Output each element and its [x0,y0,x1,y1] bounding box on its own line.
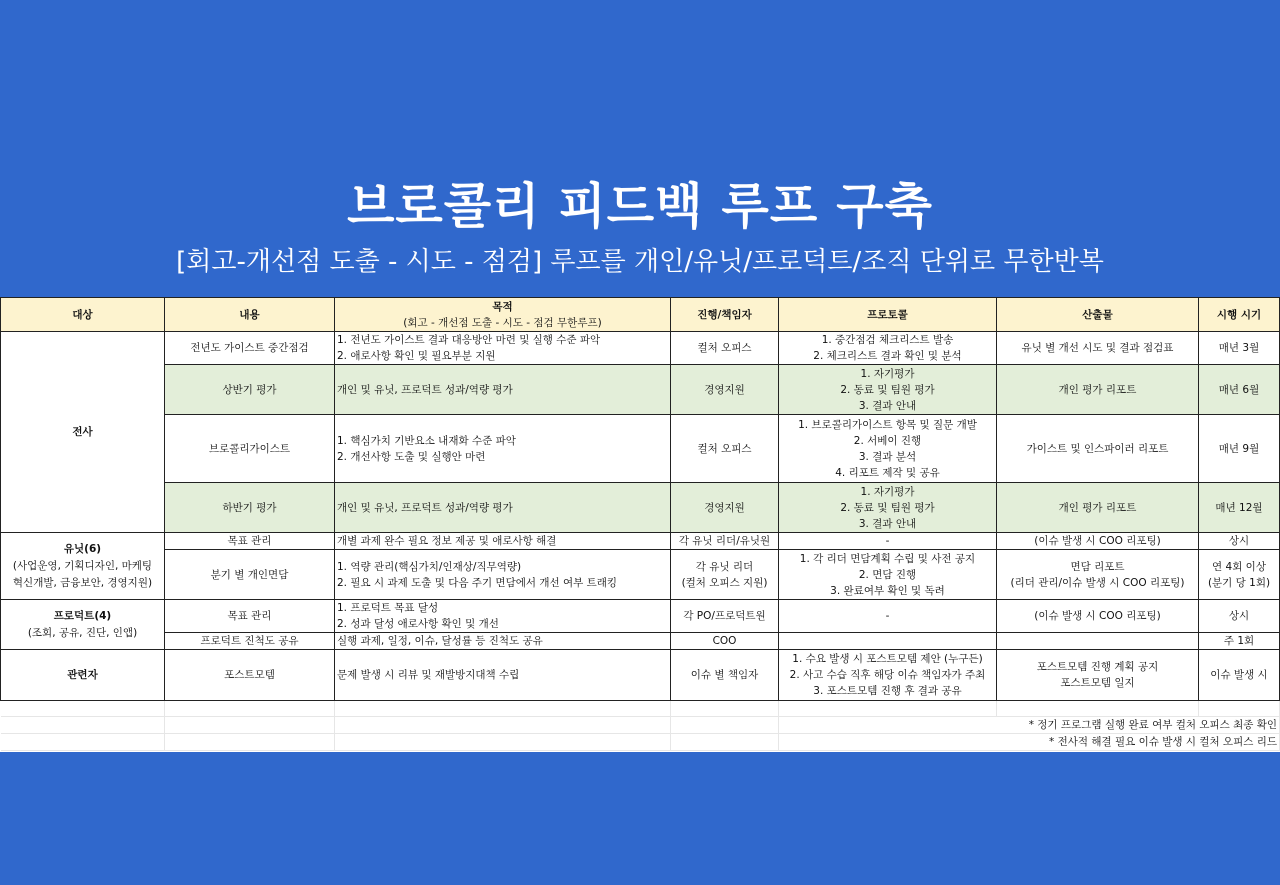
timing-cell: 상시 [1199,533,1280,550]
table-row [1,332,1280,365]
table-row [1,415,1280,483]
owner-cell [671,550,779,600]
table-row [1,550,1280,600]
table-row [1,633,1280,650]
timing-cell: 매년 3월 [1199,332,1280,365]
header-purpose-line1: 목적 [492,300,513,313]
output-line: 포스트모템 진행 계획 공지 [1036,661,1159,673]
protocol-line: 2. 동료 및 팀원 평가 [840,383,935,396]
protocol-cell [779,550,997,600]
empty-cell [335,717,671,734]
header-purpose-line2: (회고 - 개선점 도출 - 시도 - 점검 무한루프) [403,316,602,329]
empty-row [1,701,1280,717]
protocol-cell [779,650,997,701]
output-cell [997,550,1199,600]
protocol-line: 2. 면담 진행 [858,568,917,581]
timing-cell: 매년 12월 [1199,483,1280,533]
empty-cell [335,701,671,717]
empty-cell [1,734,165,751]
header-protocol: 프로토콜 [779,298,997,332]
header-purpose [335,298,671,332]
protocol-cell [779,332,997,365]
protocol-line: 3. 결과 안내 [858,517,917,530]
owner-cell: 경영지원 [671,483,779,533]
purpose-cell [335,550,671,600]
empty-cell [997,701,1199,717]
footnote-1: * 정기 프로그램 실행 완료 여부 컬처 오피스 최종 확인 [779,717,1280,734]
output-cell: 가이스트 및 인스파이러 리포트 [997,415,1199,483]
header-timing: 시행 시기 [1199,298,1280,332]
target-unit-detail: 혁신개발, 금융보안, 경영지원) [12,576,153,589]
header-target: 대상 [1,298,165,332]
purpose-line: 2. 개선사항 도출 및 실행안 마련 [337,450,486,463]
output-cell: 개인 평가 리포트 [997,365,1199,415]
purpose-cell: 개인 및 유닛, 프로덕트 성과/역량 평가 [335,483,671,533]
table-row [1,365,1280,415]
content-cell: 분기 별 개인면담 [165,550,335,600]
output-cell [997,650,1199,701]
content-cell: 브로콜리가이스트 [165,415,335,483]
protocol-cell [779,483,997,533]
target-product [1,600,165,650]
empty-cell [671,717,779,734]
protocol-line: 2. 사고 수습 직후 해당 이슈 책임자가 주최 [789,669,986,681]
timing-cell [1199,550,1280,600]
protocol-cell: - [779,533,997,550]
empty-cell [1,717,165,734]
protocol-line: 2. 서베이 진행 [853,434,922,447]
protocol-line: 3. 완료여부 확인 및 독려 [830,584,945,597]
empty-cell [671,734,779,751]
protocol-line: 1. 자기평가 [860,485,915,498]
page-subtitle: [회고-개선점 도출 - 시도 - 점검] 루프를 개인/유닛/프로덕트/조직 단위로 무한반복 [176,247,1104,277]
timing-line: 연 4회 이상 [1212,560,1266,573]
output-cell: 개인 평가 리포트 [997,483,1199,533]
purpose-line: 2. 애로사항 확인 및 필요부분 지원 [337,350,496,362]
target-stakeholder: 관련자 [1,650,165,701]
protocol-cell [779,415,997,483]
content-cell: 프로덕트 진척도 공유 [165,633,335,650]
owner-cell: 경영지원 [671,365,779,415]
table-row [1,650,1280,701]
output-line: 면담 리포트 [1070,560,1125,573]
content-cell: 전년도 가이스트 중간점검 [165,332,335,365]
protocol-cell: - [779,600,997,633]
content-cell: 포스트모템 [165,650,335,701]
output-line: (리더 관리/이슈 발생 시 COO 리포팅) [1010,576,1185,589]
protocol-line: 3. 포스트모템 진행 후 결과 공유 [813,685,962,697]
protocol-line: 1. 각 리더 면담계획 수립 및 사전 공지 [799,552,976,565]
header-content: 내용 [165,298,335,332]
table-row [1,533,1280,550]
purpose-cell: 개인 및 유닛, 프로덕트 성과/역량 평가 [335,365,671,415]
protocol-line: 4. 리포트 제작 및 공유 [835,466,940,479]
output-cell: (이슈 발생 시 COO 리포팅) [997,600,1199,633]
timing-cell: 매년 6월 [1199,365,1280,415]
protocol-line: 3. 결과 분석 [858,450,917,463]
purpose-cell: 실행 과제, 일정, 이슈, 달성률 등 진척도 공유 [335,633,671,650]
page-title: 브로콜리 피드백 루프 구축 [347,178,933,235]
empty-cell [1,701,165,717]
purpose-line: 2. 성과 달성 애로사항 확인 및 개선 [337,618,499,630]
empty-cell [335,734,671,751]
empty-cell [165,701,335,717]
empty-cell [779,701,997,717]
output-cell: 유닛 별 개선 시도 및 결과 점검표 [997,332,1199,365]
output-cell: (이슈 발생 시 COO 리포팅) [997,533,1199,550]
protocol-cell [779,633,997,650]
table-row [1,600,1280,633]
timing-cell: 이슈 발생 시 [1199,650,1280,701]
protocol-line: 2. 동료 및 팀원 평가 [840,501,935,514]
protocol-line: 3. 결과 안내 [858,399,917,412]
target-product-detail: (조회, 공유, 진단, 인앱) [27,626,138,639]
purpose-cell: 문제 발생 시 리뷰 및 재발방지대책 수립 [335,650,671,701]
purpose-cell [335,600,671,633]
empty-cell [165,717,335,734]
spreadsheet-table-area [0,297,1280,752]
output-line: 포스트모템 일지 [1060,677,1135,689]
purpose-line: 1. 프로덕트 목표 달성 [337,602,439,614]
content-cell: 목표 관리 [165,600,335,633]
owner-line: (컬처 오피스 지원) [681,576,768,589]
target-unit-detail: (사업운영, 기획디자인, 마케팅 [12,559,153,572]
protocol-line: 1. 수요 발생 시 포스트모템 제안 (누구든) [792,653,983,665]
title-area [0,0,1280,297]
target-unit [1,533,165,600]
protocol-line: 2. 체크리스트 결과 확인 및 분석 [813,350,962,362]
footnote-2: * 전사적 해결 필요 이슈 발생 시 컬처 오피스 리드 [779,734,1280,751]
protocol-line: 1. 브로콜리가이스트 항목 및 질문 개발 [798,418,977,431]
timing-cell: 상시 [1199,600,1280,633]
content-cell: 하반기 평가 [165,483,335,533]
empty-cell [1199,701,1280,717]
header-owner: 진행/책임자 [671,298,779,332]
output-cell [997,633,1199,650]
purpose-line: 1. 핵심가치 기반요소 내재화 수준 파악 [337,434,516,447]
purpose-cell: 개별 과제 완수 필요 정보 제공 및 애로사항 해결 [335,533,671,550]
table-row [1,483,1280,533]
target-unit-name: 유닛(6) [63,542,102,555]
target-product-name: 프로덕트(4) [53,609,112,622]
empty-cell [671,701,779,717]
content-cell: 상반기 평가 [165,365,335,415]
feedback-loop-table [0,297,1280,751]
content-cell: 목표 관리 [165,533,335,550]
purpose-line: 1. 역량 관리(핵심가치/인재상/직무역량) [337,560,522,573]
timing-cell: 매년 9월 [1199,415,1280,483]
header-output: 산출물 [997,298,1199,332]
protocol-cell [779,365,997,415]
timing-line: (분기 당 1회) [1207,576,1271,589]
owner-cell: 컬처 오피스 [671,415,779,483]
purpose-cell [335,415,671,483]
note-row [1,717,1280,734]
protocol-line: 1. 자기평가 [860,367,915,380]
owner-cell: 각 PO/프로덕트원 [671,600,779,633]
owner-cell: COO [671,633,779,650]
empty-cell [165,734,335,751]
protocol-line: 1. 중간점검 체크리스트 발송 [821,334,954,346]
header-row [1,298,1280,332]
purpose-cell [335,332,671,365]
timing-cell: 주 1회 [1199,633,1280,650]
purpose-line: 2. 필요 시 과제 도출 및 다음 주기 면담에서 개선 여부 트래킹 [337,576,618,589]
owner-line: 각 유닛 리더 [695,560,754,573]
target-company: 전사 [1,332,165,533]
owner-cell: 이슈 별 책임자 [671,650,779,701]
owner-cell: 각 유닛 리더/유닛원 [671,533,779,550]
note-row [1,734,1280,751]
owner-cell: 컬처 오피스 [671,332,779,365]
purpose-line: 1. 전년도 가이스트 결과 대응방안 마련 및 실행 수준 파악 [337,334,601,346]
